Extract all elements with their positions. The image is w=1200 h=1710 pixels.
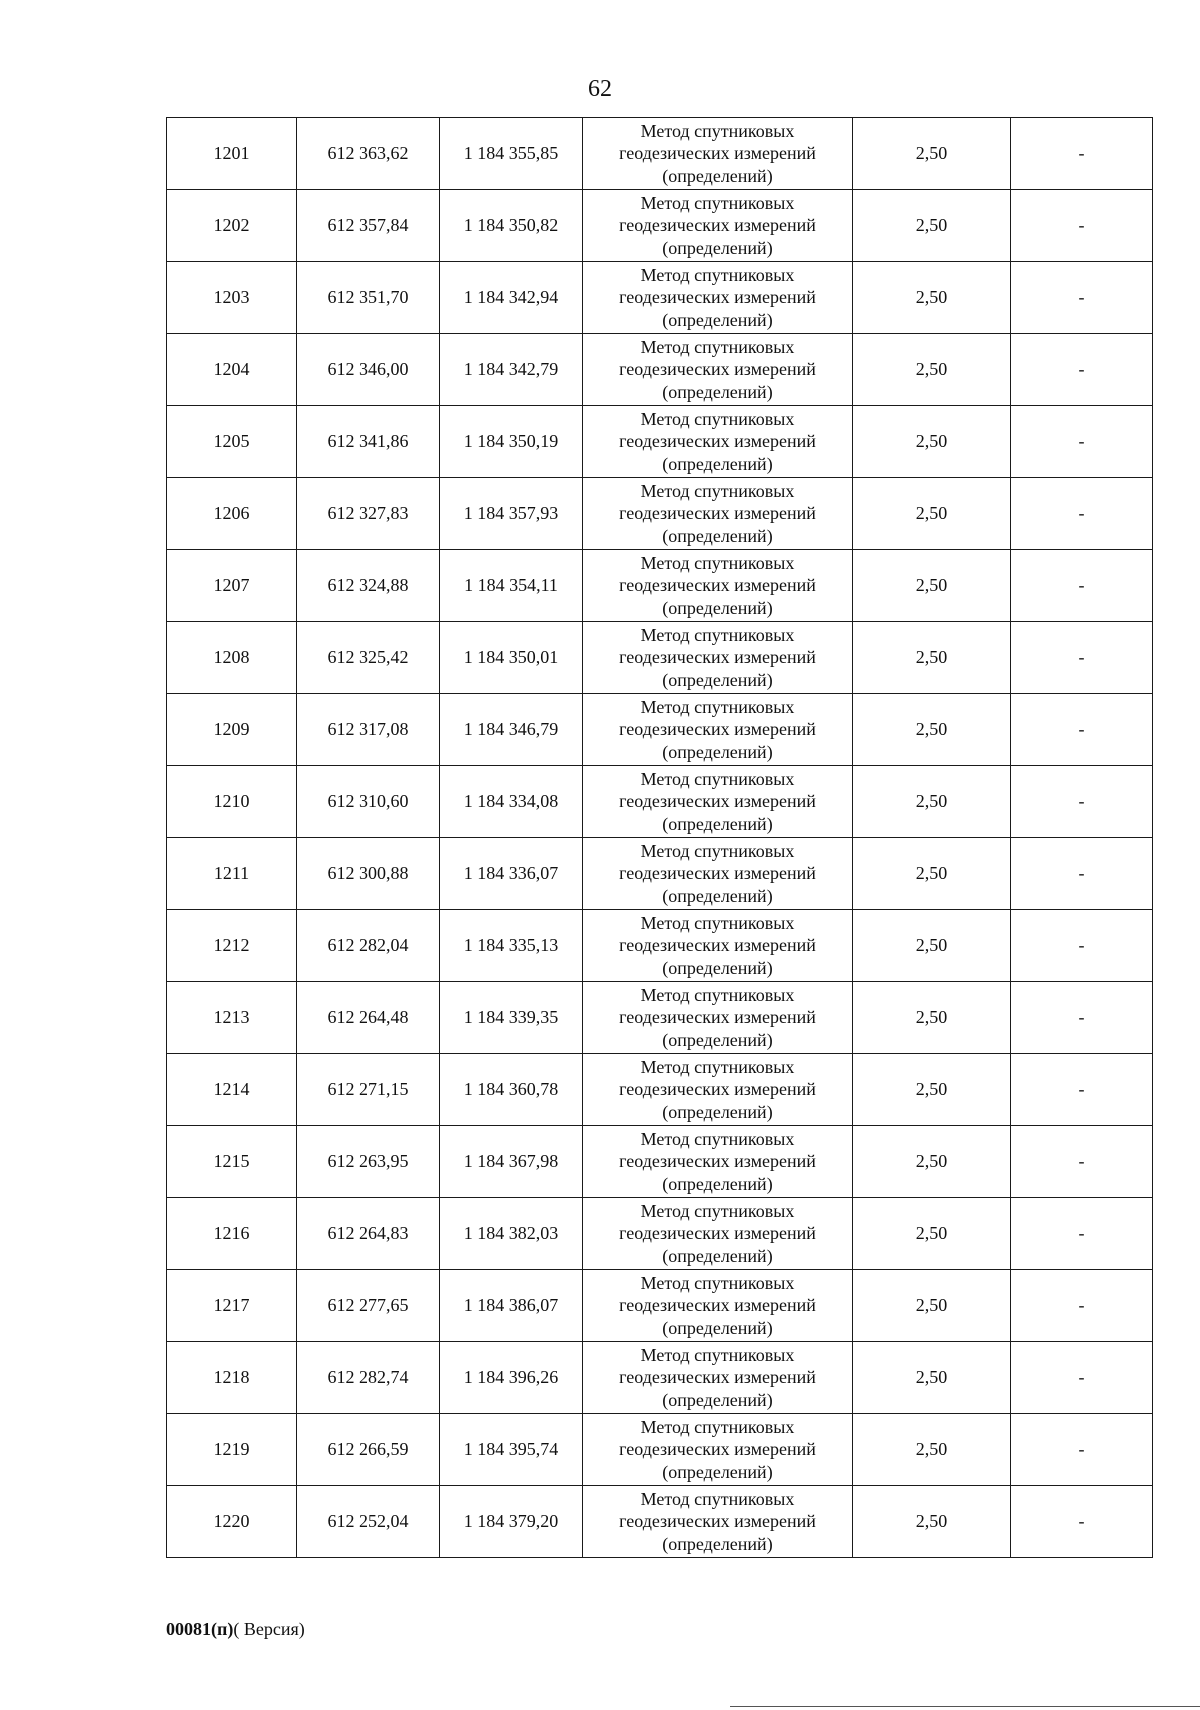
method-text-line2: геодезических измерений: [619, 1511, 816, 1532]
point-number-cell: 1204: [167, 334, 297, 406]
method-text-line3: (определений): [662, 1245, 773, 1266]
method-text-line2: геодезических измерений: [619, 431, 816, 452]
note-cell: -: [1011, 1486, 1153, 1558]
y-coordinate-cell: 1 184 339,35: [440, 982, 583, 1054]
method-text-line2: геодезических измерений: [619, 1439, 816, 1460]
method-text-line3: (определений): [662, 381, 773, 402]
note-cell: -: [1011, 1054, 1153, 1126]
point-number-cell: 1202: [167, 190, 297, 262]
table-row: [167, 190, 1153, 262]
method-cell: [583, 262, 853, 334]
accuracy-cell: 2,50: [853, 550, 1011, 622]
method-text-line3: (определений): [662, 1101, 773, 1122]
method-text-line1: Метод спутниковых: [640, 1272, 795, 1293]
method-text-line3: (определений): [662, 957, 773, 978]
table-row: [167, 694, 1153, 766]
y-coordinate-cell: 1 184 386,07: [440, 1270, 583, 1342]
note-cell: -: [1011, 1342, 1153, 1414]
method-cell: [583, 694, 853, 766]
accuracy-cell: 2,50: [853, 1198, 1011, 1270]
table-row: [167, 1126, 1153, 1198]
accuracy-cell: 2,50: [853, 1270, 1011, 1342]
x-coordinate-cell: 612 277,65: [297, 1270, 440, 1342]
point-number-cell: 1205: [167, 406, 297, 478]
method-text-line1: Метод спутниковых: [640, 1488, 795, 1509]
table-row: [167, 334, 1153, 406]
point-number-cell: 1203: [167, 262, 297, 334]
y-coordinate-cell: 1 184 395,74: [440, 1414, 583, 1486]
y-coordinate-cell: 1 184 354,11: [440, 550, 583, 622]
method-cell: [583, 406, 853, 478]
method-text-line1: Метод спутниковых: [640, 984, 795, 1005]
method-cell: [583, 1486, 853, 1558]
table-row: [167, 406, 1153, 478]
method-text-line2: геодезических измерений: [619, 1223, 816, 1244]
method-text-line1: Метод спутниковых: [640, 1416, 795, 1437]
x-coordinate-cell: 612 346,00: [297, 334, 440, 406]
method-text-line1: Метод спутниковых: [640, 336, 795, 357]
method-text-line1: Метод спутниковых: [640, 1056, 795, 1077]
method-cell: [583, 550, 853, 622]
method-text-line1: Метод спутниковых: [640, 696, 795, 717]
method-text-line2: геодезических измерений: [619, 863, 816, 884]
method-text-line2: геодезических измерений: [619, 647, 816, 668]
y-coordinate-cell: 1 184 379,20: [440, 1486, 583, 1558]
x-coordinate-cell: 612 300,88: [297, 838, 440, 910]
y-coordinate-cell: 1 184 342,79: [440, 334, 583, 406]
footer-document-code: [166, 1618, 305, 1640]
page-number: 62: [588, 76, 612, 102]
x-coordinate-cell: 612 263,95: [297, 1126, 440, 1198]
point-number-cell: 1218: [167, 1342, 297, 1414]
accuracy-cell: 2,50: [853, 262, 1011, 334]
method-text-line3: (определений): [662, 1533, 773, 1554]
method-text-line2: геодезических измерений: [619, 215, 816, 236]
method-text-line2: геодезических измерений: [619, 1007, 816, 1028]
accuracy-cell: 2,50: [853, 838, 1011, 910]
table-row: [167, 910, 1153, 982]
accuracy-cell: 2,50: [853, 982, 1011, 1054]
method-cell: [583, 1414, 853, 1486]
table-row: [167, 118, 1153, 190]
method-text-line1: Метод спутниковых: [640, 264, 795, 285]
accuracy-cell: 2,50: [853, 1126, 1011, 1198]
method-text-line2: геодезических измерений: [619, 143, 816, 164]
table-row: [167, 622, 1153, 694]
x-coordinate-cell: 612 327,83: [297, 478, 440, 550]
method-cell: [583, 118, 853, 190]
method-cell: [583, 1126, 853, 1198]
coordinates-table-body: [167, 118, 1153, 1558]
table-row: [167, 1054, 1153, 1126]
point-number-cell: 1212: [167, 910, 297, 982]
method-text-line2: геодезических измерений: [619, 1367, 816, 1388]
x-coordinate-cell: 612 324,88: [297, 550, 440, 622]
point-number-cell: 1210: [167, 766, 297, 838]
method-text-line2: геодезических измерений: [619, 791, 816, 812]
y-coordinate-cell: 1 184 350,01: [440, 622, 583, 694]
x-coordinate-cell: 612 266,59: [297, 1414, 440, 1486]
y-coordinate-cell: 1 184 396,26: [440, 1342, 583, 1414]
y-coordinate-cell: 1 184 355,85: [440, 118, 583, 190]
note-cell: -: [1011, 910, 1153, 982]
y-coordinate-cell: 1 184 335,13: [440, 910, 583, 982]
method-cell: [583, 622, 853, 694]
accuracy-cell: 2,50: [853, 1342, 1011, 1414]
method-text-line2: геодезических измерений: [619, 287, 816, 308]
note-cell: -: [1011, 1198, 1153, 1270]
method-text-line1: Метод спутниковых: [640, 768, 795, 789]
method-text-line3: (определений): [662, 1173, 773, 1194]
point-number-cell: 1216: [167, 1198, 297, 1270]
method-text-line3: (определений): [662, 525, 773, 546]
note-cell: -: [1011, 1126, 1153, 1198]
accuracy-cell: 2,50: [853, 694, 1011, 766]
method-text-line3: (определений): [662, 669, 773, 690]
method-cell: [583, 1054, 853, 1126]
method-text-line1: Метод спутниковых: [640, 1128, 795, 1149]
table-row: [167, 1486, 1153, 1558]
accuracy-cell: 2,50: [853, 334, 1011, 406]
method-text-line1: Метод спутниковых: [640, 192, 795, 213]
y-coordinate-cell: 1 184 336,07: [440, 838, 583, 910]
table-row: [167, 262, 1153, 334]
y-coordinate-cell: 1 184 342,94: [440, 262, 583, 334]
note-cell: -: [1011, 694, 1153, 766]
method-text-line1: Метод спутниковых: [640, 552, 795, 573]
point-number-cell: 1213: [167, 982, 297, 1054]
method-text-line3: (определений): [662, 165, 773, 186]
table-row: [167, 1270, 1153, 1342]
bottom-divider: [730, 1706, 1200, 1707]
note-cell: -: [1011, 262, 1153, 334]
x-coordinate-cell: 612 264,83: [297, 1198, 440, 1270]
method-text-line3: (определений): [662, 1461, 773, 1482]
accuracy-cell: 2,50: [853, 622, 1011, 694]
note-cell: -: [1011, 118, 1153, 190]
y-coordinate-cell: 1 184 367,98: [440, 1126, 583, 1198]
method-text-line2: геодезических измерений: [619, 575, 816, 596]
method-text-line1: Метод спутниковых: [640, 1344, 795, 1365]
point-number-cell: 1208: [167, 622, 297, 694]
method-text-line3: (определений): [662, 1029, 773, 1050]
point-number-cell: 1214: [167, 1054, 297, 1126]
note-cell: -: [1011, 1414, 1153, 1486]
note-cell: -: [1011, 838, 1153, 910]
table-row: [167, 838, 1153, 910]
point-number-cell: 1215: [167, 1126, 297, 1198]
method-text-line2: геодезических измерений: [619, 935, 816, 956]
table-row: [167, 550, 1153, 622]
point-number-cell: 1211: [167, 838, 297, 910]
note-cell: -: [1011, 406, 1153, 478]
point-number-cell: 1206: [167, 478, 297, 550]
method-text-line3: (определений): [662, 597, 773, 618]
method-text-line2: геодезических измерений: [619, 1079, 816, 1100]
method-cell: [583, 334, 853, 406]
method-text-line1: Метод спутниковых: [640, 480, 795, 501]
note-cell: -: [1011, 550, 1153, 622]
table-row: [167, 1198, 1153, 1270]
method-text-line3: (определений): [662, 237, 773, 258]
note-cell: -: [1011, 334, 1153, 406]
y-coordinate-cell: 1 184 334,08: [440, 766, 583, 838]
x-coordinate-cell: 612 282,74: [297, 1342, 440, 1414]
method-cell: [583, 478, 853, 550]
method-text-line1: Метод спутниковых: [640, 408, 795, 429]
note-cell: -: [1011, 622, 1153, 694]
table-row: [167, 1342, 1153, 1414]
footer-code: 00081(п): [166, 1619, 234, 1639]
point-number-cell: 1207: [167, 550, 297, 622]
table-row: [167, 1414, 1153, 1486]
y-coordinate-cell: 1 184 346,79: [440, 694, 583, 766]
point-number-cell: 1217: [167, 1270, 297, 1342]
method-cell: [583, 910, 853, 982]
note-cell: -: [1011, 1270, 1153, 1342]
method-text-line1: Метод спутниковых: [640, 912, 795, 933]
method-text-line3: (определений): [662, 813, 773, 834]
accuracy-cell: 2,50: [853, 478, 1011, 550]
y-coordinate-cell: 1 184 350,19: [440, 406, 583, 478]
method-text-line1: Метод спутниковых: [640, 840, 795, 861]
x-coordinate-cell: 612 264,48: [297, 982, 440, 1054]
method-text-line3: (определений): [662, 309, 773, 330]
x-coordinate-cell: 612 357,84: [297, 190, 440, 262]
method-text-line3: (определений): [662, 885, 773, 906]
method-text-line2: геодезических измерений: [619, 719, 816, 740]
note-cell: -: [1011, 766, 1153, 838]
accuracy-cell: 2,50: [853, 1414, 1011, 1486]
method-text-line3: (определений): [662, 1389, 773, 1410]
x-coordinate-cell: 612 271,15: [297, 1054, 440, 1126]
x-coordinate-cell: 612 252,04: [297, 1486, 440, 1558]
method-text-line2: геодезических измерений: [619, 1295, 816, 1316]
accuracy-cell: 2,50: [853, 910, 1011, 982]
accuracy-cell: 2,50: [853, 1054, 1011, 1126]
point-number-cell: 1219: [167, 1414, 297, 1486]
method-cell: [583, 838, 853, 910]
y-coordinate-cell: 1 184 350,82: [440, 190, 583, 262]
method-text-line2: геодезических измерений: [619, 1151, 816, 1172]
x-coordinate-cell: 612 341,86: [297, 406, 440, 478]
x-coordinate-cell: 612 317,08: [297, 694, 440, 766]
table-row: [167, 478, 1153, 550]
method-cell: [583, 982, 853, 1054]
y-coordinate-cell: 1 184 360,78: [440, 1054, 583, 1126]
method-text-line3: (определений): [662, 453, 773, 474]
point-number-cell: 1220: [167, 1486, 297, 1558]
table-row: [167, 982, 1153, 1054]
method-text-line1: Метод спутниковых: [640, 120, 795, 141]
note-cell: -: [1011, 190, 1153, 262]
point-number-cell: 1209: [167, 694, 297, 766]
method-text-line3: (определений): [662, 741, 773, 762]
method-cell: [583, 1198, 853, 1270]
table-row: [167, 766, 1153, 838]
note-cell: -: [1011, 982, 1153, 1054]
x-coordinate-cell: 612 310,60: [297, 766, 440, 838]
accuracy-cell: 2,50: [853, 118, 1011, 190]
method-text-line1: Метод спутниковых: [640, 1200, 795, 1221]
y-coordinate-cell: 1 184 382,03: [440, 1198, 583, 1270]
coordinates-table: [166, 117, 1153, 1558]
point-number-cell: 1201: [167, 118, 297, 190]
method-cell: [583, 766, 853, 838]
note-cell: -: [1011, 478, 1153, 550]
x-coordinate-cell: 612 282,04: [297, 910, 440, 982]
x-coordinate-cell: 612 351,70: [297, 262, 440, 334]
method-text-line2: геодезических измерений: [619, 359, 816, 380]
accuracy-cell: 2,50: [853, 1486, 1011, 1558]
method-text-line2: геодезических измерений: [619, 503, 816, 524]
accuracy-cell: 2,50: [853, 766, 1011, 838]
footer-version: ( Версия): [233, 1619, 305, 1639]
accuracy-cell: 2,50: [853, 190, 1011, 262]
y-coordinate-cell: 1 184 357,93: [440, 478, 583, 550]
accuracy-cell: 2,50: [853, 406, 1011, 478]
method-text-line3: (определений): [662, 1317, 773, 1338]
method-cell: [583, 1342, 853, 1414]
method-cell: [583, 1270, 853, 1342]
method-text-line1: Метод спутниковых: [640, 624, 795, 645]
x-coordinate-cell: 612 363,62: [297, 118, 440, 190]
method-cell: [583, 190, 853, 262]
x-coordinate-cell: 612 325,42: [297, 622, 440, 694]
